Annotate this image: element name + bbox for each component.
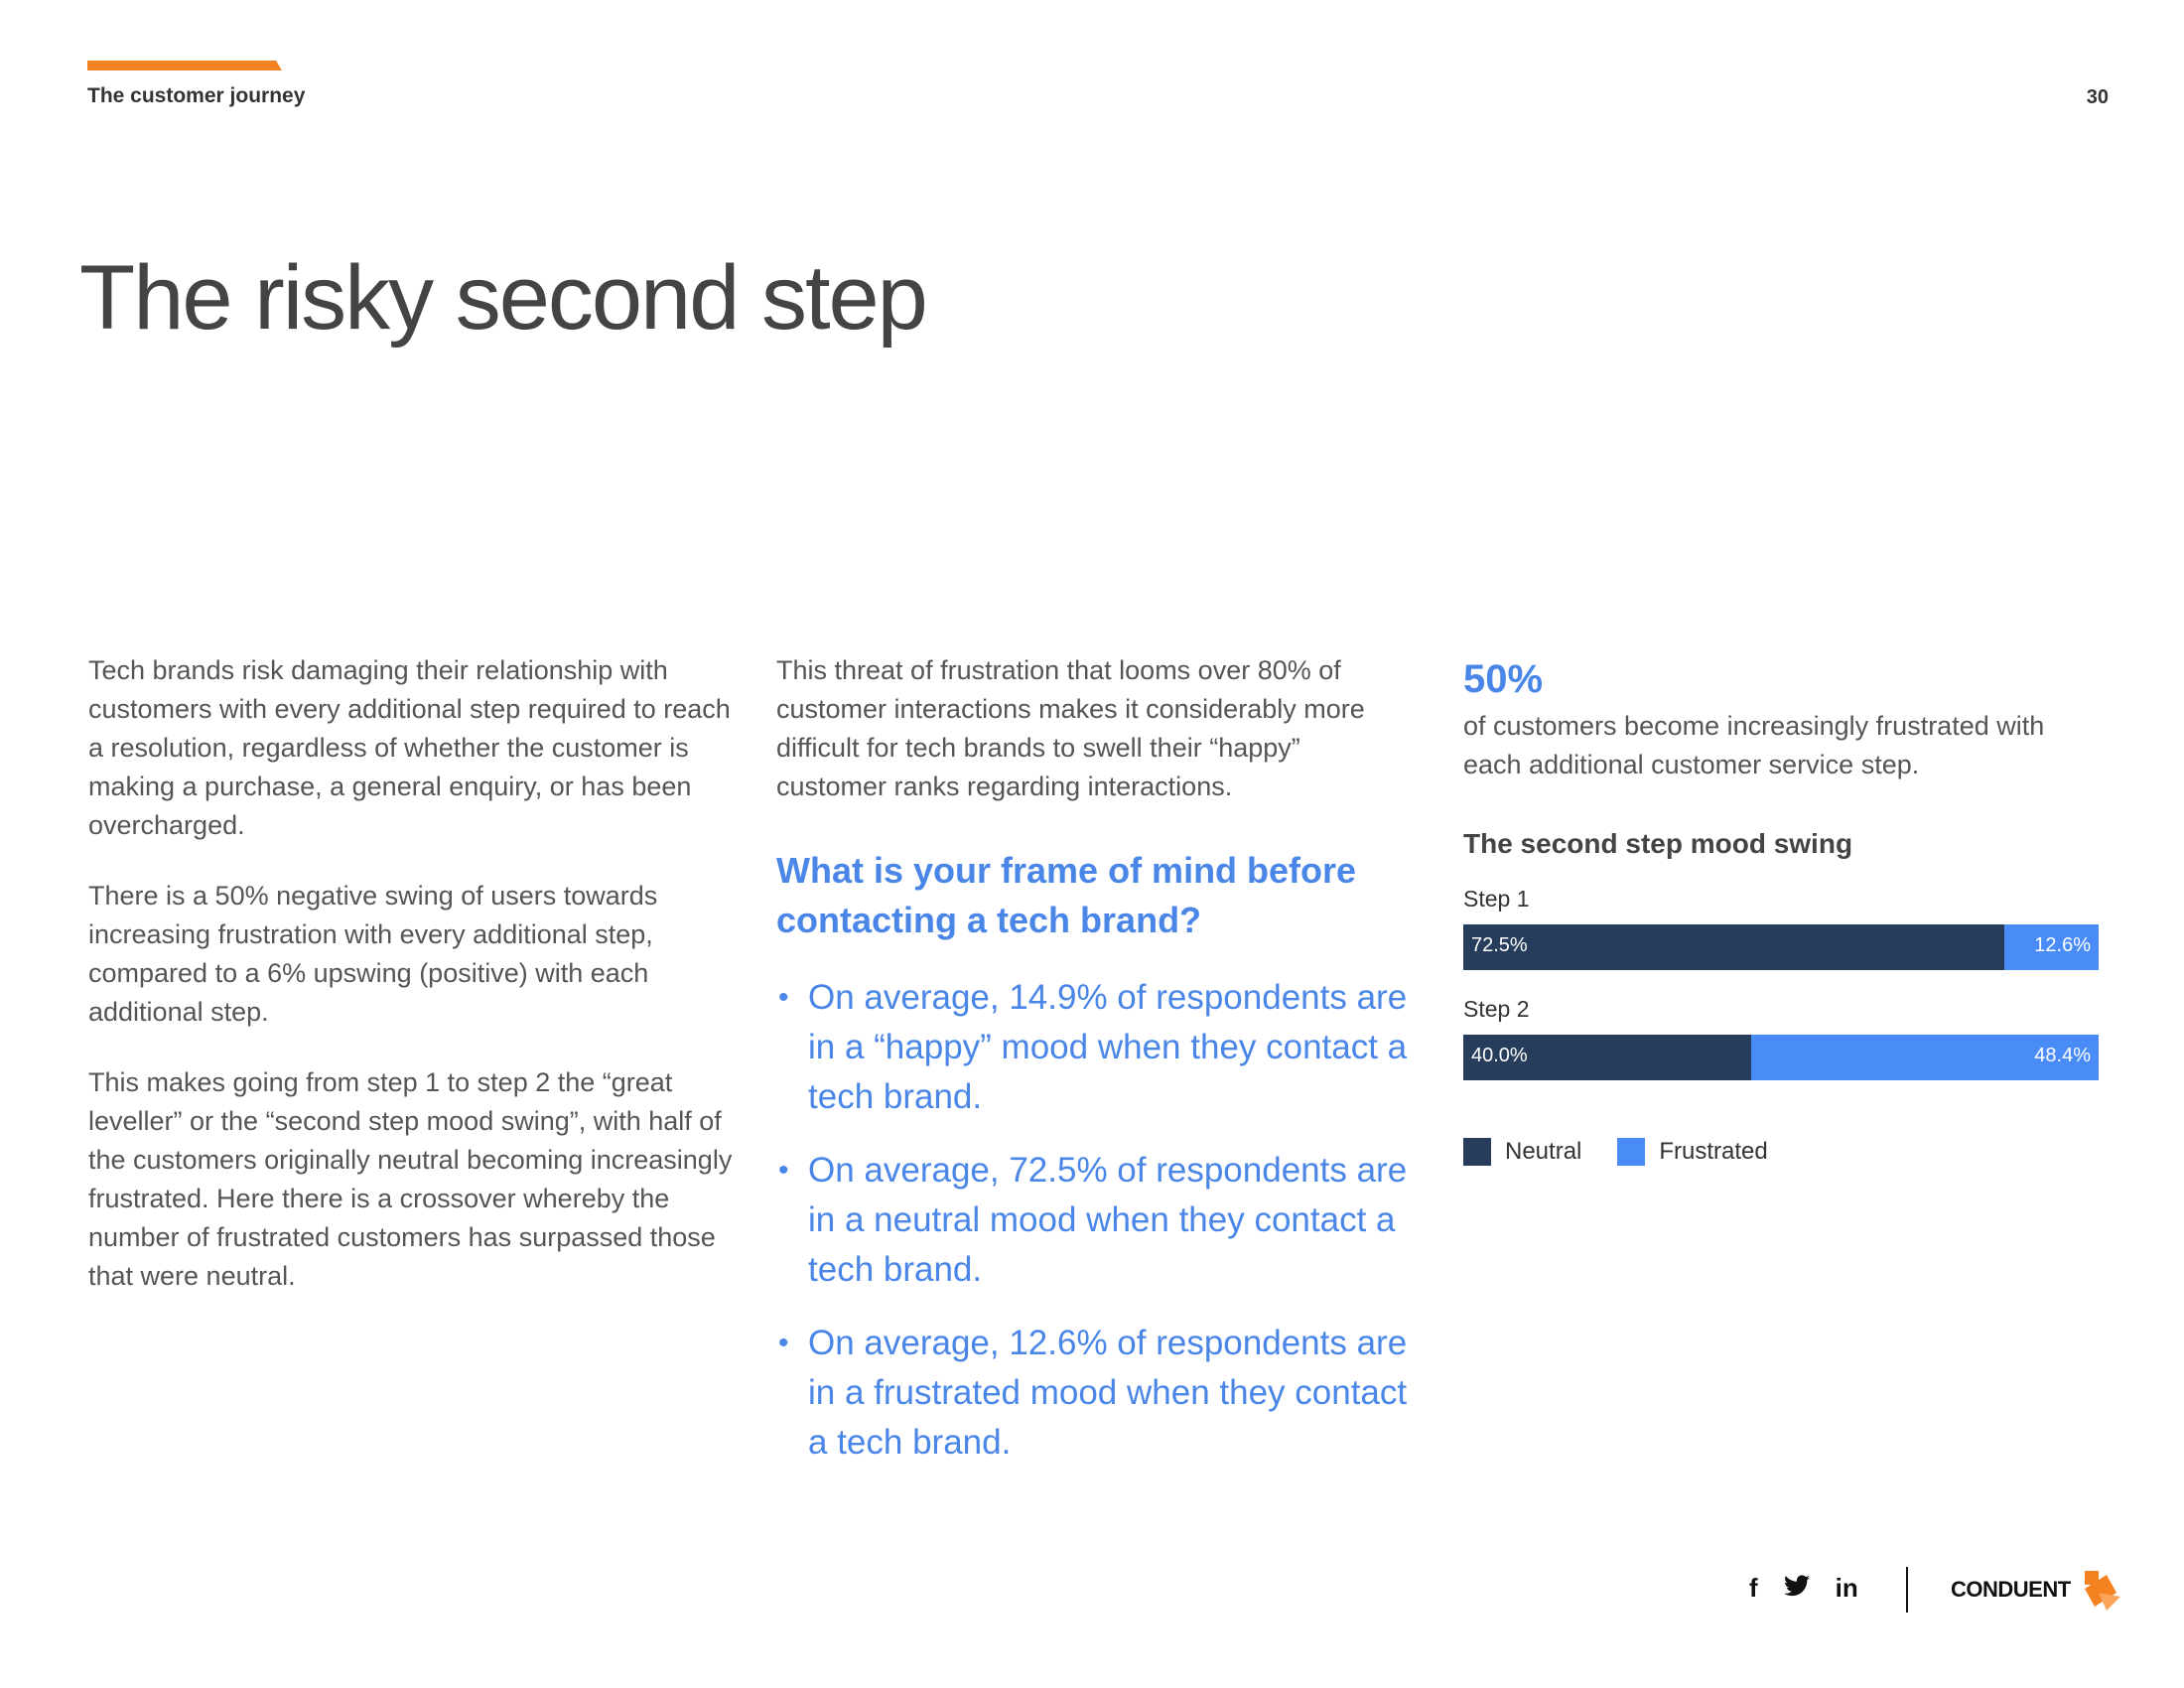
bullet-text: On average, 12.6% of respondents are in a frustrated mood when they contact a tech brand. (808, 1324, 1408, 1462)
social-links (1749, 1573, 1858, 1604)
stats-column (1463, 655, 2099, 1166)
paragraph: Tech brands risk damaging their relationship with customers with every additional step required to reach a resolution, regardless of whether the customer is making a purchase, a general enquiry, or has been overcharged. (88, 655, 731, 840)
mood-chart (1463, 828, 2099, 1166)
data-label: 12.6% (2034, 934, 2091, 956)
data-label: 48.4% (2034, 1045, 2091, 1066)
legend-item-neutral (1463, 1138, 1581, 1166)
linkedin-icon[interactable]: in (1835, 1573, 1858, 1603)
body-column-2 (776, 651, 1412, 1491)
conduent-mark-icon (2077, 1567, 2122, 1613)
bar-step-1 (1463, 924, 2099, 970)
legend-label: Frustrated (1659, 1138, 1768, 1165)
list-item (776, 1319, 1412, 1468)
legend-item-frustrated (1617, 1138, 1767, 1166)
stat-description: of customers become increasingly frustrated with each additional customer service step. (1463, 711, 2045, 779)
survey-question: What is your frame of mind before contacting a tech brand? (776, 850, 1357, 940)
bar-segment-neutral-step-2 (1463, 1035, 1751, 1080)
list-item (776, 973, 1412, 1122)
category-label-step-2: Step 2 (1463, 996, 1530, 1022)
data-label: 40.0% (1471, 1045, 1528, 1066)
category-label-step-1: Step 1 (1463, 886, 1530, 912)
bar-segment-neutral-step-1 (1463, 924, 2004, 970)
section-label: The customer journey (87, 84, 306, 107)
body-column-1 (88, 651, 734, 1328)
bullet-list (776, 973, 1412, 1468)
bullet-icon: • (778, 1154, 789, 1187)
stat-value: 50% (1463, 657, 1544, 701)
data-label: 72.5% (1471, 934, 1528, 956)
bar-segment-frustrated-step-1 (2004, 924, 2099, 970)
bar-segment-frustrated-step-2 (1751, 1035, 2099, 1080)
bullet-text: On average, 72.5% of respondents are in a neutral mood when they contact a tech brand. (808, 1151, 1408, 1289)
list-item (776, 1146, 1412, 1295)
header-accent-bar (87, 61, 282, 70)
page-title: The risky second step (79, 247, 926, 349)
paragraph: This makes going from step 1 to step 2 the “great leveller” or the “second step mood swing”, with half of the customers originally neutral becoming increasingly frustrated. Here there is a crossover whereby the number of frustrated customers has surpassed those that were neutral. (88, 1067, 733, 1291)
legend-label: Neutral (1505, 1138, 1582, 1165)
footer-divider (1906, 1567, 1908, 1613)
twitter-icon[interactable] (1784, 1573, 1810, 1604)
logo-text: CONDUENT (1951, 1577, 2071, 1602)
intro-paragraph: This threat of frustration that looms over 80% of customer interactions makes it considerably more difficult for tech brands to swell their “happy” customer ranks regarding interactions. (776, 655, 1365, 801)
chart-title: The second step mood swing (1463, 828, 1853, 859)
legend-swatch (1463, 1138, 1491, 1166)
paragraph: There is a 50% negative swing of users towards increasing frustration with every additional step, compared to a 6% upswing (positive) with each additional step. (88, 881, 658, 1027)
bullet-icon: • (778, 1327, 789, 1359)
bullet-icon: • (778, 981, 789, 1014)
page-number: 30 (2086, 86, 2109, 108)
chart-legend (1463, 1138, 2099, 1166)
legend-swatch (1617, 1138, 1645, 1166)
conduent-logo (1951, 1567, 2122, 1613)
bar-step-2 (1463, 1035, 2099, 1080)
bullet-text: On average, 14.9% of respondents are in a “happy” mood when they contact a tech brand. (808, 978, 1408, 1116)
facebook-icon[interactable]: f (1749, 1573, 1758, 1603)
